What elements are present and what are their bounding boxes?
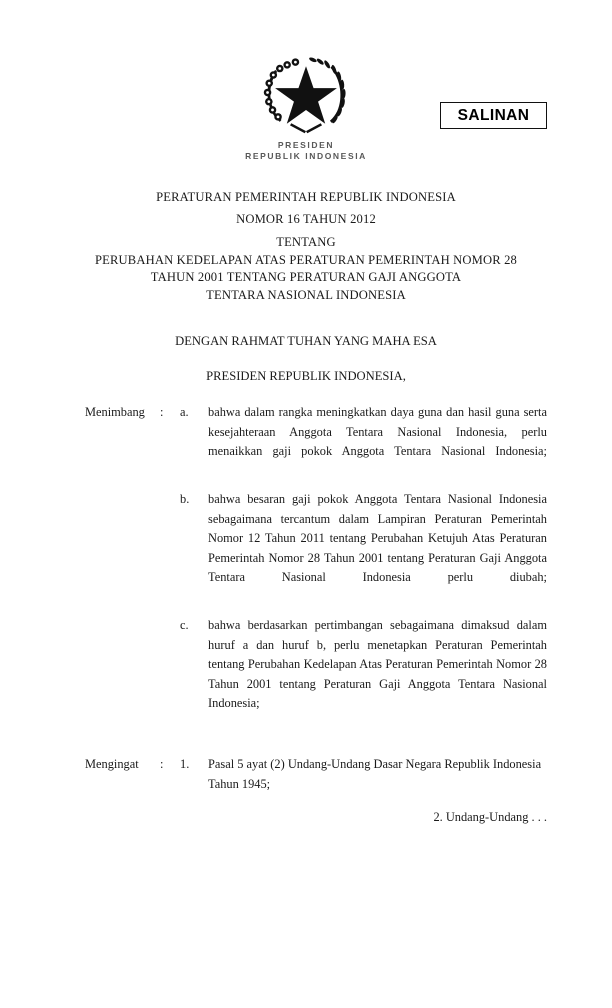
salinan-stamp [440, 102, 547, 129]
consideration-item-a [85, 403, 547, 481]
consideration-marker-b: b. [180, 492, 190, 506]
emblem-caption [245, 140, 367, 161]
salinan-stamp-label: SALINAN [457, 106, 530, 124]
title-line-tentang: TENTANG [276, 235, 336, 249]
garuda-star-wreath-emblem-icon [260, 46, 352, 138]
consideration-text-a: bahwa dalam rangka meningkatkan daya guna dan hasil guna serta kesejahteraan Anggota Tentara Nasional Indonesia, perlu menaikkan gaji pokok Anggota Tentara Nasional Indonesia; [208, 405, 547, 458]
consideration-item-b [85, 490, 547, 607]
legal-basis-label: Mengingat [85, 757, 139, 771]
consideration-text-b: bahwa besaran gaji pokok Anggota Tentara Nasional Indonesia sebagaimana tercantum dalam Lampiran Peraturan Pemerintah Nomor 12 Tahun 2011 tentang Perubahan Ketujuh Atas Peraturan Pemerintah Nomor 28 Tahun 2001 tentang Peraturan Gaji Anggota Tentara Nasional Indonesia perlu diubah; [208, 492, 547, 584]
title-line-4: PERUBAHAN KEDELAPAN ATAS PERATURAN PEMERINTAH NOMOR 28 [95, 252, 517, 267]
title-line-5: TAHUN 2001 TENTANG PERATURAN GAJI ANGGOTA [150, 270, 462, 284]
legal-basis-section [85, 755, 547, 794]
page-catchword: 2. Undang-Undang . . . [433, 810, 547, 824]
document-title-block [65, 186, 547, 304]
consideration-marker-a: a. [180, 405, 189, 419]
title-line-2: NOMOR 16 TAHUN 2012 [236, 212, 376, 226]
legal-basis-colon: : [160, 757, 164, 771]
title-line-1: PERATURAN PEMERINTAH REPUBLIK INDONESIA [156, 190, 456, 204]
preamble-blessing: DENGAN RAHMAT TUHAN YANG MAHA ESA [175, 334, 437, 348]
title-line-6: TENTARA NASIONAL INDONESIA [206, 287, 406, 302]
legal-basis-item-1 [85, 755, 547, 794]
consideration-text-c: bahwa berdasarkan pertimbangan sebagaimana dimaksud dalam huruf a dan huruf b, perlu menetapkan Peraturan Pemerintah tentang Perubahan Kedelapan Atas Peraturan Pemerintah Nomor 28 Tahun 2001 tentang Peraturan Gaji Anggota Tentara Nasional Indonesia; [208, 618, 547, 710]
emblem-caption-line-1: PRESIDEN [277, 140, 335, 150]
consideration-item-c [85, 616, 547, 733]
considerations-section [85, 403, 547, 733]
considerations-colon: : [160, 405, 164, 419]
legal-basis-text-1: Pasal 5 ayat (2) Undang-Undang Dasar Negara Republik Indonesia Tahun 1945; [208, 757, 542, 791]
preamble-authority: PRESIDEN REPUBLIK INDONESIA, [206, 369, 406, 383]
considerations-label: Menimbang [85, 405, 145, 419]
legal-basis-marker-1: 1. [180, 757, 190, 771]
consideration-marker-c: c. [180, 618, 189, 632]
emblem-caption-line-2: REPUBLIK INDONESIA [245, 150, 367, 161]
